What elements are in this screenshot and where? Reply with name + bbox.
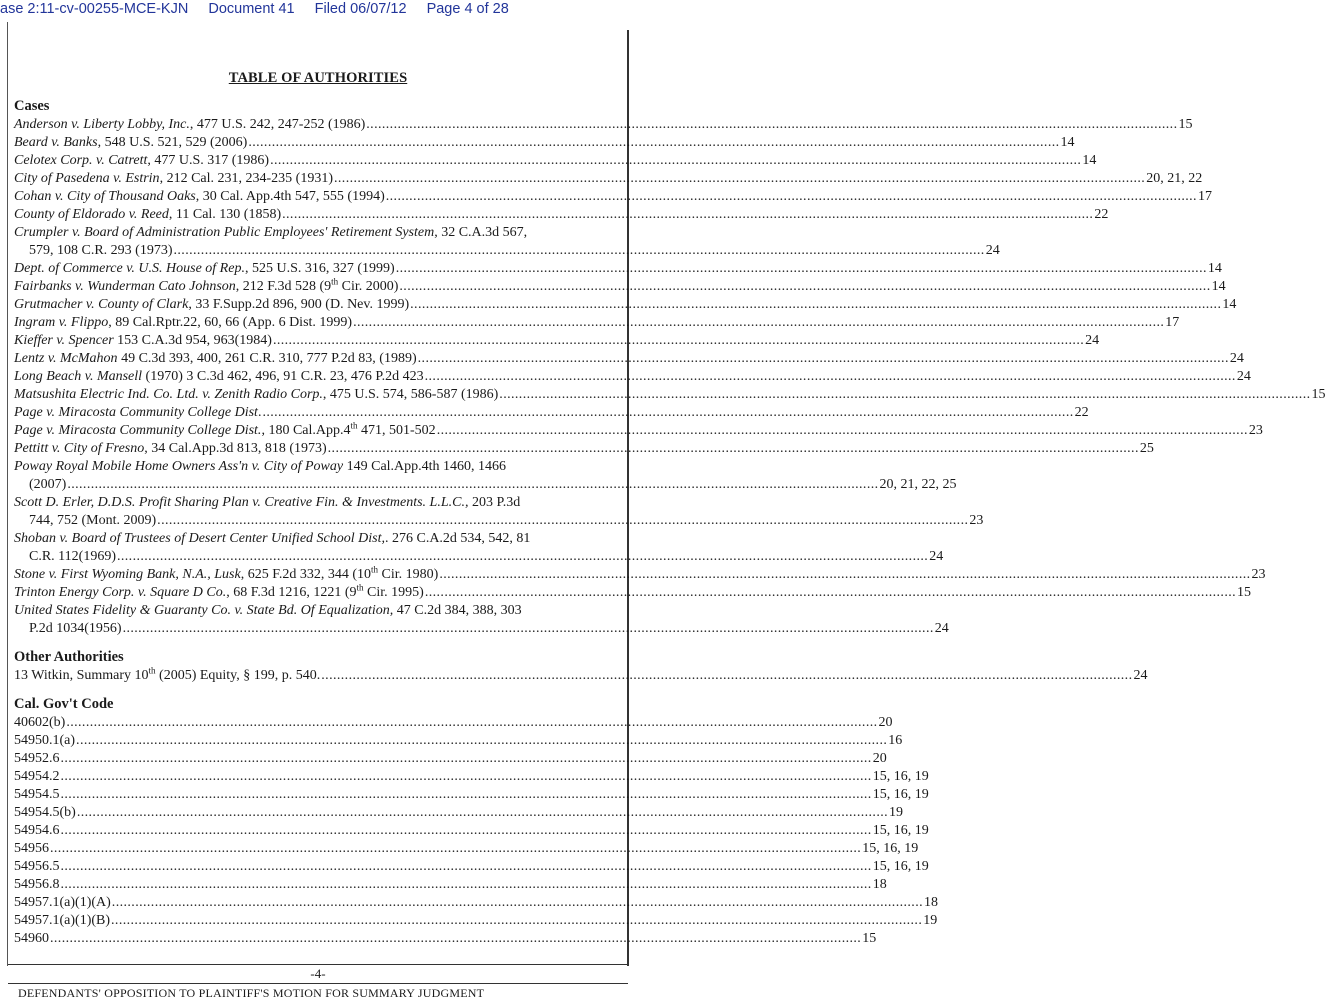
authority-citation xyxy=(14,135,247,151)
authority-citation xyxy=(14,207,281,223)
case-cite-cont: Cir. 1980) xyxy=(378,567,439,582)
authority-citation xyxy=(14,665,321,684)
case-number: ase 2:11-cv-00255-MCE-KJN xyxy=(0,1,189,17)
case-cite: 203 P.3d xyxy=(468,495,521,510)
case-cite: , 34 Cal.App.3d 813, 818 (1973) xyxy=(144,441,327,456)
case-cite: , 180 Cal.App.4 xyxy=(261,423,351,438)
dot-leader xyxy=(418,351,1229,367)
dot-leader xyxy=(399,279,1210,295)
dot-leader xyxy=(157,513,968,529)
dot-leader xyxy=(112,895,923,911)
authority-text: 13 Witkin, Summary 10 xyxy=(14,668,149,683)
authority-citation xyxy=(14,582,424,601)
page-indicator: Page 4 of 28 xyxy=(426,1,509,17)
dot-leader xyxy=(61,787,872,803)
code-section: 54954.5 xyxy=(14,787,60,802)
case-cite: , 477 U.S. 242, 247-252 (1986) xyxy=(189,117,366,132)
dot-leader xyxy=(61,859,872,875)
page-references: 15, 16, 19 xyxy=(872,823,929,838)
dot-leader xyxy=(123,621,934,637)
authority-citation xyxy=(14,333,272,349)
ordinal-suffix: th xyxy=(350,420,358,431)
page-references: 14 xyxy=(1082,153,1097,168)
authority-citation xyxy=(14,841,49,857)
authority-citation xyxy=(14,895,111,911)
authority-citation xyxy=(14,931,49,947)
ordinal-suffix: th xyxy=(331,276,339,287)
authority-entry xyxy=(14,805,904,821)
case-name: Lentz v. McMahon xyxy=(14,351,118,366)
case-cite: , 11 Cal. 130 (1858) xyxy=(168,207,282,222)
authority-entry xyxy=(14,261,1222,277)
page-references: 20, 21, 22, 25 xyxy=(879,477,957,492)
page-references: 20, 21, 22 xyxy=(1146,171,1203,186)
authority-citation xyxy=(14,459,506,475)
page-references: 25 xyxy=(1139,441,1154,456)
case-cite: 49 C.3d 393, 400, 261 C.R. 310, 777 P.2d 83, (1989) xyxy=(117,351,417,366)
dot-leader xyxy=(328,441,1139,457)
case-name: Shoban v. Board of Trustees of Desert Center Unified School Dist, xyxy=(14,531,385,546)
authority-citation xyxy=(14,823,60,839)
section-heading: Other Authorities xyxy=(14,649,124,665)
case-cite: , 477 U.S. 317 (1986) xyxy=(147,153,270,168)
authority-entry xyxy=(14,787,929,803)
case-cite-cont: Cir. 2000) xyxy=(338,279,399,294)
page-references: 17 xyxy=(1197,189,1212,204)
authority-entry xyxy=(14,189,1212,205)
dot-leader xyxy=(117,549,928,565)
dot-leader xyxy=(437,423,1248,439)
authority-entry-continued xyxy=(29,477,957,493)
page-references: 15, 16, 19 xyxy=(862,841,919,856)
authority-entry xyxy=(14,895,938,911)
authority-entry xyxy=(14,665,1148,684)
authority-entry xyxy=(14,153,1097,169)
authority-citation xyxy=(14,787,60,803)
page-references: 24 xyxy=(1133,668,1148,683)
case-cite-cont: Cir. 1995) xyxy=(363,585,424,600)
section-heading: Cal. Gov't Code xyxy=(14,696,114,712)
page-references: 19 xyxy=(923,913,938,928)
page-references: 15 xyxy=(1237,585,1252,600)
page-title: TABLE OF AUTHORITIES xyxy=(228,70,408,86)
authority-entry xyxy=(14,297,1237,313)
case-name: Fairbanks v. Wunderman Cato Johnson xyxy=(14,279,236,294)
case-name: Matsushita Electric Ind. Co. Ltd. v. Zenith Radio Corp. xyxy=(14,387,323,402)
page-references: 24 xyxy=(1229,351,1244,366)
case-name: Cohan v. City of Thousand Oaks xyxy=(14,189,196,204)
authority-citation xyxy=(14,805,76,821)
page-references: 15 xyxy=(1311,387,1326,402)
authority-citation xyxy=(14,117,365,133)
authority-entry-continued xyxy=(29,243,1000,259)
authority-entry xyxy=(14,582,1252,601)
dot-leader xyxy=(66,715,877,731)
dot-leader xyxy=(77,805,888,821)
section-heading: Cases xyxy=(14,98,50,114)
case-name: Beard v. Banks xyxy=(14,135,98,150)
code-section: 40602(b) xyxy=(14,715,66,730)
page-references: 18 xyxy=(924,895,938,910)
authority-entry xyxy=(14,931,877,947)
case-cite: , 625 F.2d 332, 344 (10 xyxy=(240,567,372,582)
authority-entry xyxy=(14,564,1266,583)
authority-entry xyxy=(14,351,1244,367)
dot-leader xyxy=(248,135,1059,151)
case-name: Page v. Miracosta Community College Dist. xyxy=(14,423,262,438)
dot-leader xyxy=(396,261,1207,277)
code-section: 54954.2 xyxy=(14,769,60,784)
authority-citation xyxy=(14,171,333,187)
authority-entry xyxy=(14,117,1193,133)
page-references: 22 xyxy=(1094,207,1109,222)
case-cite: . 276 C.A.2d 534, 542, 81 xyxy=(384,531,531,546)
page-references: 20 xyxy=(872,751,887,766)
authority-citation xyxy=(14,603,522,619)
authority-entry xyxy=(14,769,929,785)
authority-entry xyxy=(14,733,903,749)
case-cite: , 30 Cal. App.4th 547, 555 (1994) xyxy=(195,189,385,204)
page-number: -4- xyxy=(310,966,326,981)
page-references: 20 xyxy=(878,715,893,730)
case-name: Stone v. First Wyoming Bank, N.A., Lusk xyxy=(14,567,241,582)
page-references: 15, 16, 19 xyxy=(872,769,929,784)
authority-citation xyxy=(14,715,65,731)
case-name: Dept. of Commerce v. U.S. House of Rep. xyxy=(14,261,245,276)
authority-entry xyxy=(14,369,1251,385)
authority-entry-continued xyxy=(29,621,949,637)
case-name: Anderson v. Liberty Lobby, Inc. xyxy=(14,117,190,132)
authority-entry xyxy=(14,333,1100,349)
case-name: Poway Royal Mobile Home Owners Ass'n v. City of Poway xyxy=(14,459,344,474)
authority-entry xyxy=(14,751,887,767)
case-name: Scott D. Erler, D.D.S. Profit Sharing Plan v. Creative Fin. & Investments. L.L.C., xyxy=(14,495,469,510)
dot-leader xyxy=(76,733,887,749)
authority-citation xyxy=(14,369,424,385)
case-cite: , 212 F.3d 528 (9 xyxy=(235,279,332,294)
authority-entry xyxy=(14,715,893,731)
authority-citation xyxy=(14,769,60,785)
page-references: 15 xyxy=(862,931,877,946)
dot-leader xyxy=(61,769,872,785)
authority-citation xyxy=(14,564,439,583)
page-references: 17 xyxy=(1165,315,1180,330)
authority-entry-continued xyxy=(29,513,984,529)
case-cite: , 525 U.S. 316, 327 (1999) xyxy=(244,261,395,276)
page-references: 24 xyxy=(1236,369,1251,384)
authority-entry xyxy=(14,859,929,875)
case-cite-cont: 471, 501-502 xyxy=(357,423,436,438)
case-cite: , 89 Cal.Rptr.22, 60, 66 (App. 6 Dist. 1999) xyxy=(108,315,353,330)
dot-leader xyxy=(386,189,1197,205)
ordinal-suffix: th xyxy=(356,582,364,593)
dot-leader xyxy=(366,117,1177,133)
case-cite: , 548 U.S. 521, 529 (2006) xyxy=(97,135,248,150)
dot-leader xyxy=(50,841,861,857)
page-references: 23 xyxy=(1251,567,1266,582)
case-cite-wrapped: (2007) xyxy=(29,477,67,492)
dot-leader xyxy=(425,585,1236,601)
authority-entry xyxy=(14,405,1089,421)
dot-leader xyxy=(282,207,1093,223)
footer-rule-bottom xyxy=(8,983,628,984)
authority-entry xyxy=(14,135,1075,151)
authority-citation xyxy=(14,387,498,403)
page-references: 14 xyxy=(1211,279,1226,294)
case-name: Grutmacher v. County of Clark xyxy=(14,297,189,312)
page-references: 15, 16, 19 xyxy=(872,787,929,802)
case-name: United States Fidelity & Guaranty Co. v. State Bd. Of Equalization, xyxy=(14,603,394,618)
code-section: 54956.5 xyxy=(14,859,60,874)
document-footer: DEFENDANTS' OPPOSITION TO PLAINTIFF'S MOTION FOR SUMMARY JUDGMENT xyxy=(18,986,485,1000)
authority-citation xyxy=(14,859,60,875)
case-name: Pettitt v. City of Fresno xyxy=(14,441,145,456)
authority-citation xyxy=(14,913,110,929)
case-cite: 153 C.A.3d 954, 963(1984) xyxy=(113,333,272,348)
document-header xyxy=(0,0,636,20)
dot-leader xyxy=(111,913,922,929)
ordinal-suffix: th xyxy=(371,564,379,575)
case-name: County of Eldorado v. Reed xyxy=(14,207,169,222)
dot-leader xyxy=(353,315,1164,331)
case-name: Celotex Corp. v. Catrett xyxy=(14,153,148,168)
authority-citation xyxy=(14,225,527,241)
case-cite-wrapped: P.2d 1034(1956) xyxy=(29,621,122,636)
code-section: 54956.8 xyxy=(14,877,60,892)
code-section: 54956 xyxy=(14,841,49,856)
page-references: 16 xyxy=(888,733,903,748)
authority-citation xyxy=(14,153,269,169)
case-cite: , 33 F.Supp.2d 896, 900 (D. Nev. 1999) xyxy=(188,297,410,312)
ordinal-suffix: th xyxy=(148,665,156,676)
page-references: 14 xyxy=(1060,135,1075,150)
dot-leader xyxy=(61,823,872,839)
code-section: 54960 xyxy=(14,931,49,946)
authority-citation xyxy=(14,405,261,421)
authority-entry xyxy=(14,276,1226,295)
page-references: 15 xyxy=(1178,117,1193,132)
page-references: 23 xyxy=(1248,423,1263,438)
authority-citation xyxy=(14,276,399,295)
authority-citation xyxy=(14,495,520,511)
case-cite: 149 Cal.App.4th 1460, 1466 xyxy=(343,459,507,474)
code-section: 54954.6 xyxy=(14,823,60,838)
authority-entry xyxy=(14,171,1203,187)
dot-leader xyxy=(262,405,1073,421)
case-name: Ingram v. Flippo xyxy=(14,315,109,330)
authority-entry xyxy=(14,315,1180,331)
page-references: 24 xyxy=(934,621,949,636)
dot-leader xyxy=(321,668,1132,684)
authority-text-cont: (2005) Equity, § 199, p. 540. xyxy=(155,668,321,683)
left-margin-line xyxy=(7,22,8,966)
page-references: 15, 16, 19 xyxy=(872,859,929,874)
page-references: 24 xyxy=(985,243,1000,258)
dot-leader xyxy=(425,369,1236,385)
code-section: 54957.1(a)(1)(A) xyxy=(14,895,111,910)
dot-leader xyxy=(410,297,1221,313)
dot-leader xyxy=(61,877,872,893)
dot-leader xyxy=(61,751,872,767)
authority-citation xyxy=(14,877,60,893)
case-cite: , 475 U.S. 574, 586-587 (1986) xyxy=(322,387,499,402)
page-references: 18 xyxy=(872,877,887,892)
dot-leader xyxy=(334,171,1145,187)
code-section: 54957.1(a)(1)(B) xyxy=(14,913,111,928)
footer-rule-top xyxy=(8,964,628,965)
dot-leader xyxy=(174,243,985,259)
authority-citation xyxy=(14,261,395,277)
case-name: Page v. Miracosta Community College Dist xyxy=(14,405,258,420)
dot-leader xyxy=(439,567,1250,583)
authority-entry-continued xyxy=(29,549,944,565)
authority-citation xyxy=(14,189,385,205)
page-references: 14 xyxy=(1207,261,1222,276)
case-name: Trinton Energy Corp. v. Square D Co. xyxy=(14,585,227,600)
authority-citation xyxy=(14,733,75,749)
authority-citation xyxy=(14,531,530,547)
dot-leader xyxy=(270,153,1081,169)
page-references: 23 xyxy=(969,513,984,528)
case-cite-wrapped: 579, 108 C.R. 293 (1973) xyxy=(29,243,173,258)
filed-date: Filed 06/07/12 xyxy=(314,1,407,17)
authority-entry xyxy=(14,823,929,839)
authority-citation xyxy=(14,315,352,331)
authority-entry xyxy=(14,207,1109,223)
authority-citation xyxy=(14,351,417,367)
authority-citation xyxy=(14,751,60,767)
page-references: 24 xyxy=(1085,333,1100,348)
case-cite-wrapped: C.R. 112(1969) xyxy=(29,549,116,564)
case-name: Kieffer v. Spencer xyxy=(14,333,114,348)
authority-entry xyxy=(14,387,1326,403)
authority-entry xyxy=(14,877,887,893)
authority-citation xyxy=(14,420,436,439)
dot-leader xyxy=(67,477,878,493)
case-cite: 47 C.2d 384, 388, 303 xyxy=(393,603,522,618)
page-references: 22 xyxy=(1074,405,1089,420)
case-name: City of Pasedena v. Estrin xyxy=(14,171,160,186)
authority-entry xyxy=(14,441,1154,457)
code-section: 54950.1(a) xyxy=(14,733,76,748)
case-cite: (1970) 3 C.3d 462, 496, 91 C.R. 23, 476 P.2d 423 xyxy=(142,369,424,384)
authority-entry xyxy=(14,420,1263,439)
code-section: 54954.5(b) xyxy=(14,805,76,820)
case-name: Crumpler v. Board of Administration Public Employees' Retirement System xyxy=(14,225,435,240)
authority-entry xyxy=(14,913,938,929)
code-section: 54952.6 xyxy=(14,751,60,766)
case-cite-wrapped: 744, 752 (Mont. 2009) xyxy=(29,513,157,528)
page-references: 19 xyxy=(889,805,904,820)
dot-leader xyxy=(499,387,1310,403)
document-number: Document 41 xyxy=(208,1,295,17)
dot-leader xyxy=(273,333,1084,349)
case-name: Long Beach v. Mansell xyxy=(14,369,143,384)
authority-citation xyxy=(14,441,327,457)
page-references: 24 xyxy=(929,549,944,564)
authority-entry xyxy=(14,841,919,857)
case-cite: . xyxy=(257,405,262,420)
case-cite: , 212 Cal. 231, 234-235 (1931) xyxy=(159,171,333,186)
authority-citation xyxy=(14,297,409,313)
dot-leader xyxy=(50,931,861,947)
page-references: 14 xyxy=(1222,297,1237,312)
case-cite: , 32 C.A.3d 567, xyxy=(434,225,528,240)
case-cite: , 68 F.3d 1216, 1221 (9 xyxy=(226,585,357,600)
